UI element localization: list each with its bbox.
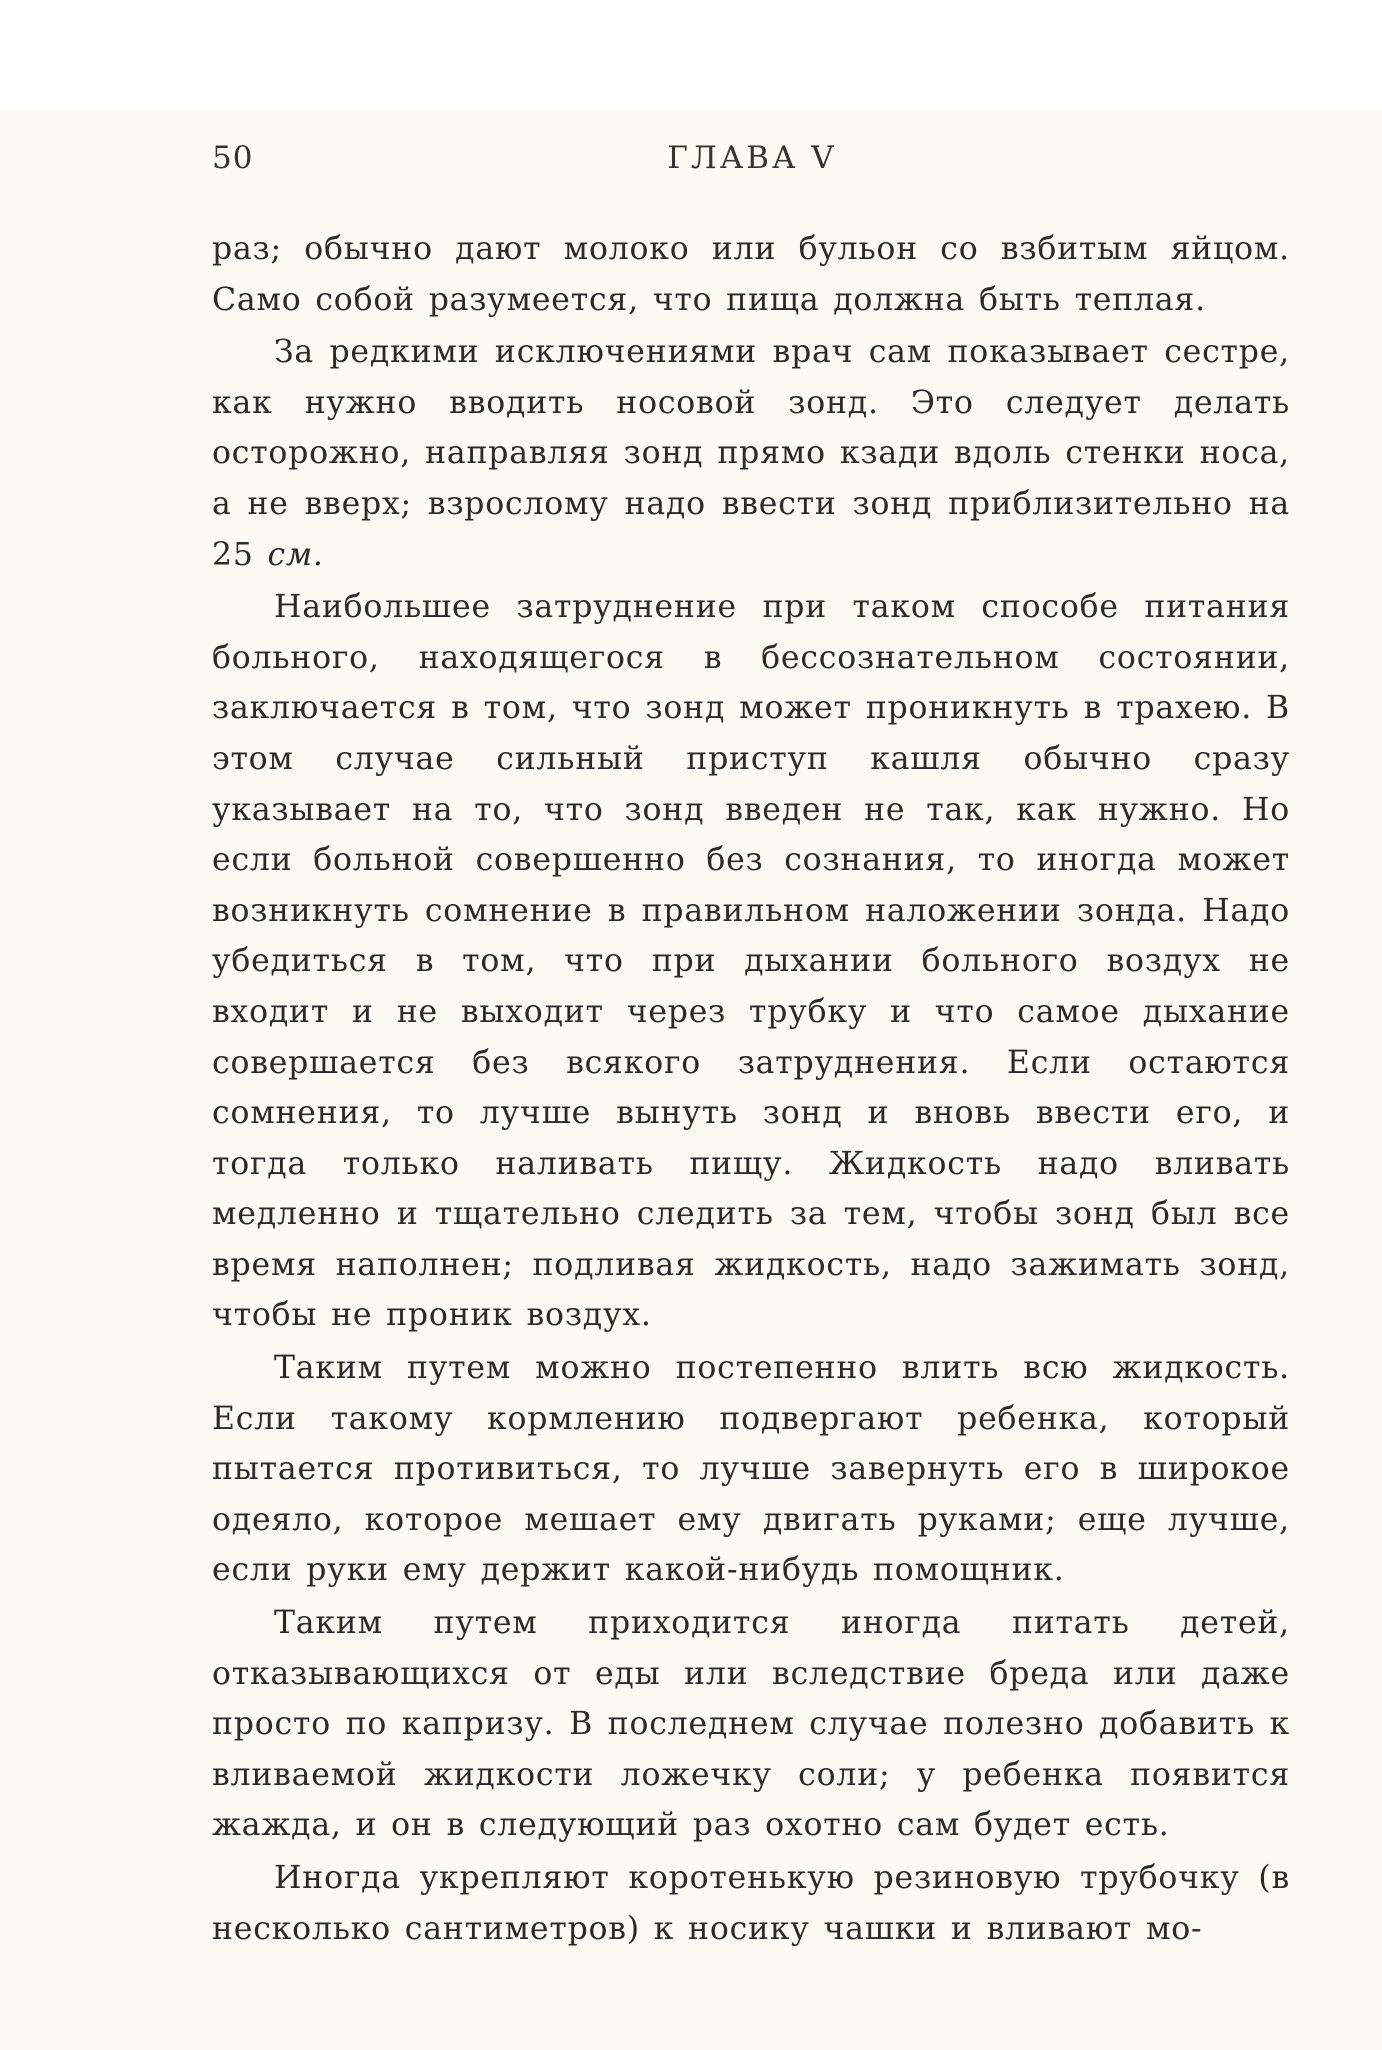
paragraph-text: За редкими исключениями врач сам показывает сестре, как нужно вводить носовой зонд. Это следует делать осторожно, направляя зонд прямо кзади вдоль стенки носа, а не вверх; взрослому надо ввести зонд приблизительно на 25: [212, 334, 1290, 573]
page-header: [212, 140, 1292, 180]
paragraph: Иногда укрепляют коротенькую резиновую трубочку (в несколько сантиметров) к носику чашки и вливают мо-: [212, 1860, 1290, 1947]
paragraph: Таким путем можно постепенно влить всю жидкость. Если такому кормлению подвергают ребенка, который пытается противиться, то лучше завернуть его в широкое одеяло, которое мешает ему двигать руками; еще лучше, если руки ему держит какой-нибудь помощник.: [212, 1350, 1290, 1589]
running-head: ГЛАВА V: [667, 140, 837, 176]
body-text: [212, 224, 1290, 1954]
page-number: 50: [212, 140, 254, 176]
paragraph: Таким путем приходится иногда питать детей, отказывающихся от еды или вследствие бреда или даже просто по капризу. В последнем случае полезно добавить к вливаемой жидкости ложечку соли; у ребенка появится жажда, и он в следующий раз охотно сам будет есть.: [212, 1605, 1290, 1844]
unit-abbreviation: см.: [267, 536, 324, 573]
paragraph: [212, 327, 1290, 580]
paragraph: Наибольшее затруднение при таком способе питания больного, находящегося в бессознательном состоянии, заключается в том, что зонд может проникнуть в трахею. В этом случае сильный приступ кашля обычно сразу указывает на то, что зонд введен не так, как нужно. Но если больной совершенно без сознания, то иногда может возникнуть сомнение в правильном наложении зонда. Надо убедиться в том, что при дыхании больного воздух не входит и не выходит через трубку и что самое дыхание совершается без всякого затруднения. Если остаются сомнения, то лучше вынуть зонд и вновь ввести его, и тогда только наливать пищу. Жидкость надо вливать медленно и тщательно следить за тем, чтобы зонд был все время наполнен; подливая жидкость, надо зажимать зонд, чтобы не проник воздух.: [212, 589, 1290, 1334]
paragraph: раз; обычно дают молоко или бульон со взбитым яйцом. Само собой разумеется, что пища должна быть теплая.: [212, 231, 1290, 318]
